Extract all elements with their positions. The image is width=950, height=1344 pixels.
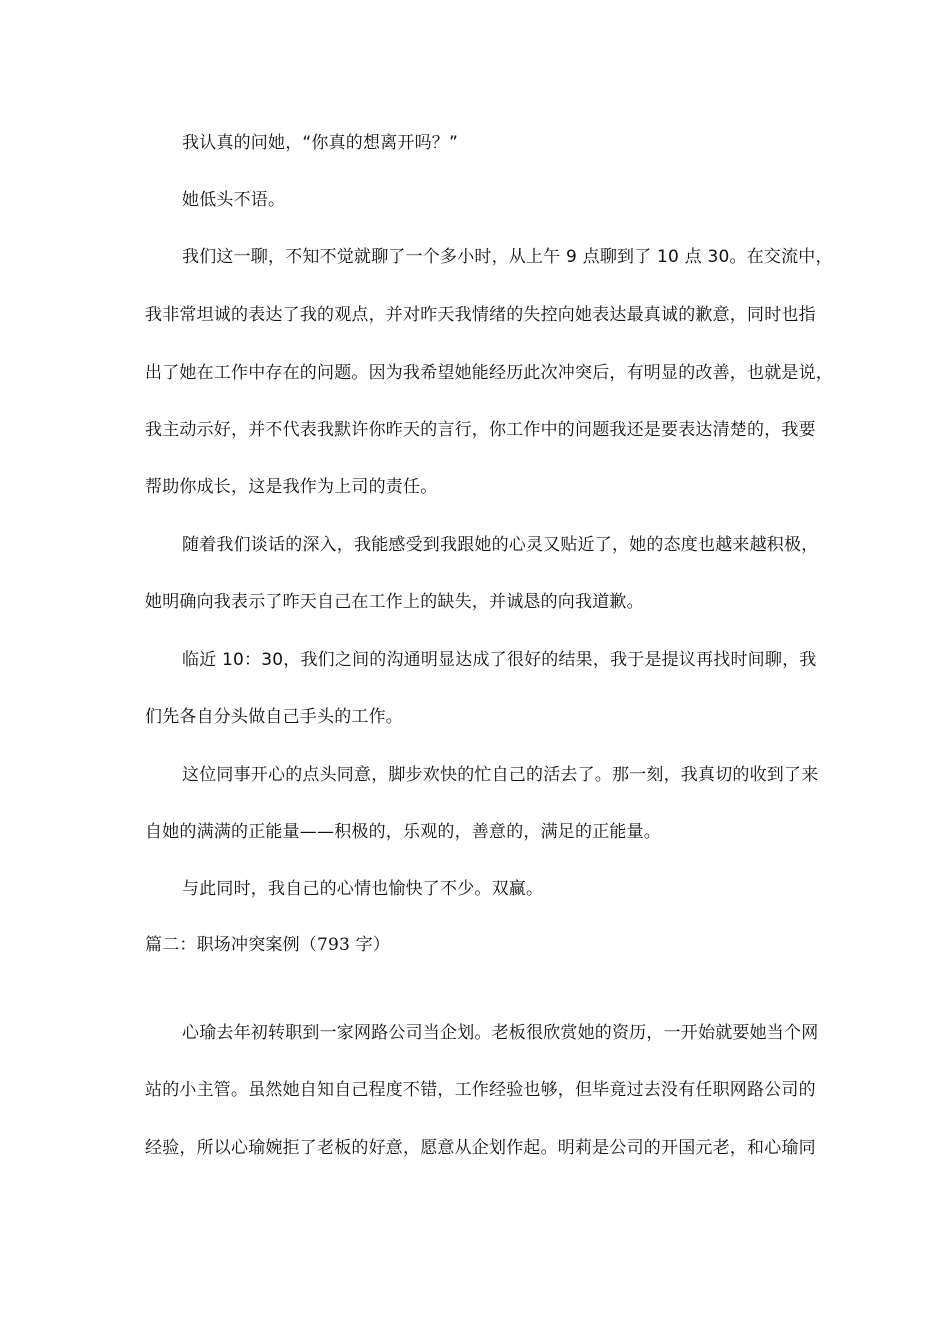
paragraph-line: 我非常坦诚的表达了我的观点，并对昨天我情绪的失控向她表达最真诚的歉意，同时也指 — [145, 305, 816, 325]
paragraph-line: 经验，所以心瑜婉拒了老板的好意，愿意从企划作起。明莉是公司的开国元老，和心瑜同 — [145, 1138, 816, 1158]
section-heading: 篇二：职场冲突案例（793 字） — [145, 935, 391, 955]
paragraph-line: 随着我们谈话的深入，我能感受到我跟她的心灵又贴近了，她的态度也越来越积极， — [182, 535, 819, 555]
paragraph-line: 这位同事开心的点头同意，脚步欢快的忙自己的活去了。那一刻，我真切的收到了来 — [182, 765, 819, 785]
paragraph-line: 我主动示好，并不代表我默许你昨天的言行，你工作中的问题我还是要表达清楚的，我要 — [145, 420, 816, 440]
paragraph-line: 自她的满满的正能量——积极的，乐观的，善意的，满足的正能量。 — [145, 822, 661, 842]
paragraph-line: 站的小主管。虽然她自知自己程度不错，工作经验也够，但毕竟过去没有任职网路公司的 — [145, 1080, 816, 1100]
paragraph-line: 与此同时，我自己的心情也愉快了不少。双赢。 — [182, 879, 544, 899]
paragraph-line: 们先各自分头做自己手头的工作。 — [145, 707, 403, 727]
paragraph-line: 她明确向我表示了昨天自己在工作上的缺失，并诚恳的向我道歉。 — [145, 592, 644, 612]
paragraph-line: 她低头不语。 — [182, 190, 286, 210]
paragraph-line: 我认真的问她，“你真的想离开吗？” — [182, 133, 459, 153]
paragraph-line: 我们这一聊，不知不觉就聊了一个多小时，从上午 9 点聊到了 10 点 30。在交流中， — [182, 247, 833, 267]
paragraph-line: 帮助你成长，这是我作为上司的责任。 — [145, 477, 438, 497]
paragraph-line: 临近 10：30，我们之间的沟通明显达成了很好的结果，我于是提议再找时间聊，我 — [182, 650, 817, 670]
paragraph-line: 出了她在工作中存在的问题。因为我希望她能经历此次冲突后，有明显的改善，也就是说， — [145, 363, 833, 383]
paragraph-line: 心瑜去年初转职到一家网路公司当企划。老板很欣赏她的资历，一开始就要她当个网 — [182, 1023, 819, 1043]
